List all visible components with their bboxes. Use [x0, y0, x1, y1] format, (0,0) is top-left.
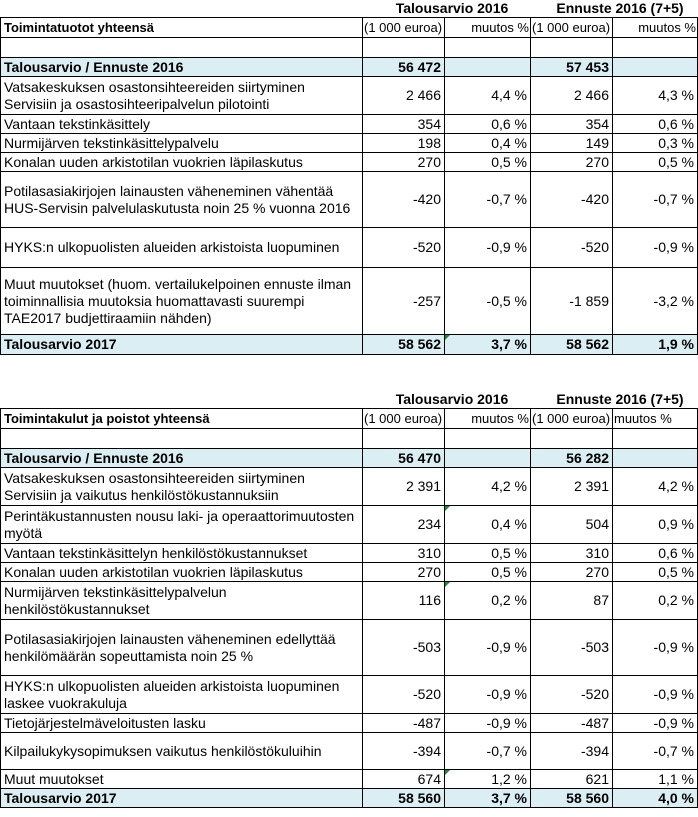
change-budget: 3,7 % [445, 335, 531, 355]
change-forecast [613, 58, 698, 77]
row-label: Talousarvio 2017 [1, 789, 363, 808]
change-forecast: 4,2 % [613, 468, 698, 506]
value-budget: 310 [363, 544, 445, 563]
expenses-header-row [1, 409, 698, 429]
change-forecast: 1,9 % [613, 335, 698, 355]
change-budget: 1,2 % [445, 770, 531, 789]
change-budget: 4,4 % [445, 77, 531, 115]
change-forecast: 0,5 % [613, 563, 698, 582]
subheader-amount: (1 000 euroa) [531, 18, 613, 38]
base-row [1, 449, 698, 468]
row-label: Kilpailukykysopimuksen vaikutus henkilöstökuluihin [1, 733, 363, 770]
change-forecast: -0,9 % [613, 714, 698, 733]
blank-row [1, 429, 698, 449]
row-label: Vantaan tekstinkäsittelyn henkilöstökustannukset [1, 544, 363, 563]
blank-row [1, 38, 698, 58]
value-forecast: 58 560 [531, 789, 613, 808]
subheader-change: muutos % [613, 18, 698, 38]
value-budget: 354 [363, 115, 445, 134]
value-forecast: 270 [531, 153, 613, 172]
value-forecast: 2 466 [531, 77, 613, 115]
table-row [1, 544, 698, 563]
change-budget: -0,9 % [445, 676, 531, 714]
total-row [1, 335, 698, 355]
value-budget: 198 [363, 134, 445, 153]
group-header-budget-2016: Talousarvio 2016 [395, 0, 509, 16]
change-budget: 0,6 % [445, 115, 531, 134]
change-forecast: 4,3 % [613, 77, 698, 115]
table-row [1, 733, 698, 770]
row-label: Vatsakeskuksen osastonsihteereiden siirtyminen Servisiin ja vaikutus henkilöstökustannuksiin [1, 468, 363, 506]
change-forecast: 0,3 % [613, 134, 698, 153]
change-budget [445, 449, 531, 468]
change-forecast: -0,9 % [613, 676, 698, 714]
value-forecast: 149 [531, 134, 613, 153]
value-forecast: -394 [531, 733, 613, 770]
table-row [1, 115, 698, 134]
total-row [1, 789, 698, 808]
group-header-forecast-2016: Ennuste 2016 (7+5) [556, 0, 684, 16]
row-label: Potilasasiakirjojen lainausten väheneminen vähentää HUS-Servisin palvelulaskutusta noin 25 % vuonna 2016 [1, 172, 363, 228]
value-budget: 58 560 [363, 789, 445, 808]
value-forecast: 270 [531, 563, 613, 582]
change-forecast: -0,9 % [613, 228, 698, 268]
change-forecast: 1,1 % [613, 770, 698, 789]
value-forecast: -1 859 [531, 268, 613, 335]
row-label: Perintäkustannusten nousu laki- ja operaattorimuutosten myötä [1, 506, 363, 544]
table-row [1, 153, 698, 172]
value-budget: 2 466 [363, 77, 445, 115]
expenses-group-headers [0, 391, 698, 408]
row-label: Muut muutokset [1, 770, 363, 789]
change-budget: 0,4 % [445, 506, 531, 544]
change-budget: -0,9 % [445, 714, 531, 733]
value-forecast: 621 [531, 770, 613, 789]
value-budget: 2 391 [363, 468, 445, 506]
change-budget: 4,2 % [445, 468, 531, 506]
change-budget: -0,7 % [445, 733, 531, 770]
value-forecast: 354 [531, 115, 613, 134]
value-forecast: 57 453 [531, 58, 613, 77]
table-row [1, 714, 698, 733]
change-budget: 0,2 % [445, 582, 531, 620]
value-forecast: -520 [531, 228, 613, 268]
base-row [1, 58, 698, 77]
value-budget: -257 [363, 268, 445, 335]
change-forecast: -3,2 % [613, 268, 698, 335]
value-budget: -503 [363, 620, 445, 676]
row-label: Talousarvio / Ennuste 2016 [1, 449, 363, 468]
row-label: Vantaan tekstinkäsittely [1, 115, 363, 134]
revenue-header-row [1, 18, 698, 38]
value-budget: 56 472 [363, 58, 445, 77]
row-label: Potilasasiakirjojen lainausten väheneminen edellyttää henkilömäärän sopeuttamista noin 25 % [1, 620, 363, 676]
table-row [1, 172, 698, 228]
change-forecast: 4,0 % [613, 789, 698, 808]
value-forecast: 2 391 [531, 468, 613, 506]
row-label: Talousarvio 2017 [1, 335, 363, 355]
row-label: Vatsakeskuksen osastonsihteereiden siirtyminen Servisiin ja osastosihteeripalvelun pilotointi [1, 77, 363, 115]
subheader-change: muutos % [445, 409, 531, 429]
change-budget: -0,9 % [445, 228, 531, 268]
expenses-section [0, 391, 698, 808]
table-row [1, 506, 698, 544]
table-row [1, 228, 698, 268]
subheader-amount: (1 000 euroa) [531, 409, 613, 429]
value-forecast: 504 [531, 506, 613, 544]
value-forecast: -520 [531, 676, 613, 714]
value-forecast: -420 [531, 172, 613, 228]
subheader-amount: (1 000 euroa) [363, 18, 445, 38]
group-header-forecast-2016: Ennuste 2016 (7+5) [556, 391, 684, 407]
row-label: Muut muutokset (huom. vertailukelpoinen ennuste ilman toiminnallisia muutoksia huomattavasti suurempi TAE2017 budjettiraamiin nähden) [1, 268, 363, 335]
change-budget: 0,5 % [445, 544, 531, 563]
change-forecast: -0,7 % [613, 733, 698, 770]
row-label: Konalan uuden arkistotilan vuokrien läpilaskutus [1, 563, 363, 582]
value-budget: -420 [363, 172, 445, 228]
value-budget: -487 [363, 714, 445, 733]
table-row [1, 770, 698, 789]
value-forecast: -503 [531, 620, 613, 676]
value-forecast: 56 282 [531, 449, 613, 468]
table-row [1, 582, 698, 620]
value-forecast: 310 [531, 544, 613, 563]
value-budget: -520 [363, 676, 445, 714]
row-label: Nurmijärven tekstinkäsittelypalvelu [1, 134, 363, 153]
revenue-table [0, 17, 698, 355]
expenses-header-label: Toimintakulut ja poistot yhteensä [1, 409, 363, 429]
change-forecast: 0,5 % [613, 153, 698, 172]
subheader-amount: (1 000 euroa) [363, 409, 445, 429]
change-forecast: 0,6 % [613, 544, 698, 563]
row-label: Konalan uuden arkistotilan vuokrien läpilaskutus [1, 153, 363, 172]
revenue-group-headers [0, 0, 698, 17]
value-forecast: -487 [531, 714, 613, 733]
value-budget: 116 [363, 582, 445, 620]
change-forecast: -0,9 % [613, 620, 698, 676]
revenue-section [0, 0, 698, 355]
change-budget: -0,7 % [445, 172, 531, 228]
change-forecast: 0,2 % [613, 582, 698, 620]
change-forecast: 0,6 % [613, 115, 698, 134]
table-row [1, 563, 698, 582]
subheader-change: muutos % [613, 409, 698, 429]
change-forecast: -0,7 % [613, 172, 698, 228]
change-budget: 3,7 % [445, 789, 531, 808]
row-label: HYKS:n ulkopuolisten alueiden arkistoista luopuminen laskee vuokrakuluja [1, 676, 363, 714]
change-budget [445, 58, 531, 77]
expenses-table [0, 408, 698, 808]
row-label: Talousarvio / Ennuste 2016 [1, 58, 363, 77]
change-forecast [613, 449, 698, 468]
row-label: HYKS:n ulkopuolisten alueiden arkistoista luopuminen [1, 228, 363, 268]
change-forecast: 0,9 % [613, 506, 698, 544]
change-budget: 0,5 % [445, 153, 531, 172]
change-budget: -0,9 % [445, 620, 531, 676]
group-header-budget-2016: Talousarvio 2016 [395, 391, 509, 407]
value-budget: 234 [363, 506, 445, 544]
value-budget: 270 [363, 563, 445, 582]
row-label: Tietojärjestelmäveloitusten lasku [1, 714, 363, 733]
table-row [1, 268, 698, 335]
value-budget: 674 [363, 770, 445, 789]
value-budget: -394 [363, 733, 445, 770]
revenue-header-label: Toimintatuotot yhteensä [1, 18, 363, 38]
table-row [1, 620, 698, 676]
table-row [1, 77, 698, 115]
table-row [1, 468, 698, 506]
change-budget: -0,5 % [445, 268, 531, 335]
subheader-change: muutos % [445, 18, 531, 38]
value-budget: -520 [363, 228, 445, 268]
value-forecast: 87 [531, 582, 613, 620]
table-row [1, 134, 698, 153]
value-budget: 270 [363, 153, 445, 172]
value-forecast: 58 562 [531, 335, 613, 355]
change-budget: 0,5 % [445, 563, 531, 582]
value-budget: 56 470 [363, 449, 445, 468]
table-row [1, 676, 698, 714]
row-label: Nurmijärven tekstinkäsittelypalvelun henkilöstökustannukset [1, 582, 363, 620]
change-budget: 0,4 % [445, 134, 531, 153]
value-budget: 58 562 [363, 335, 445, 355]
